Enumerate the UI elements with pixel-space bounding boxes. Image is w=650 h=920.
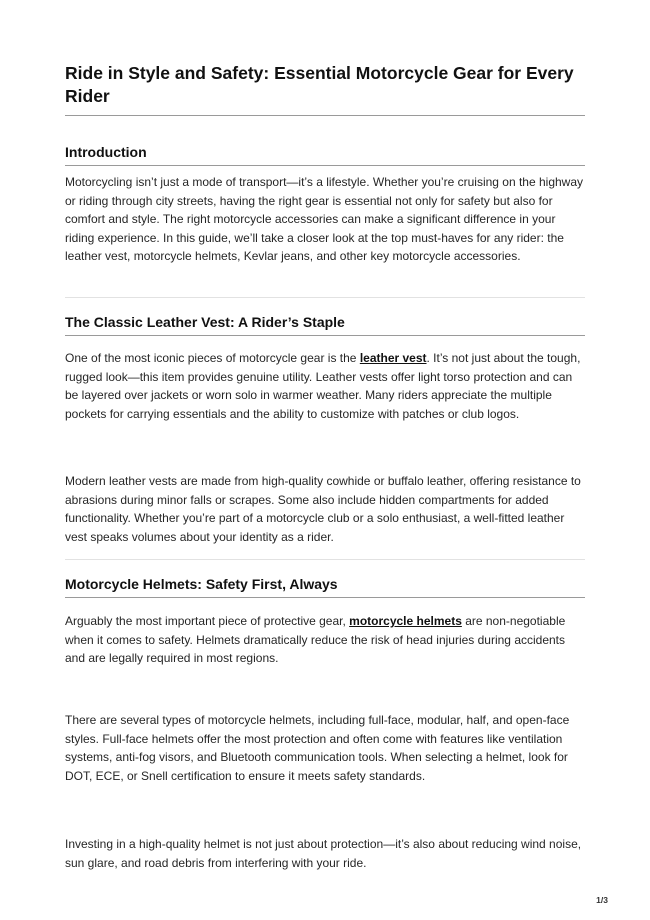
vest-text-after: . It’s not just about the tough, rugged look—this item provides genuine utility. Leather vests offer light torso protection and can be layered over jackets or worn solo in warmer weather. Many riders appreciate the multiple pockets for carrying essentials and the ability to customize with patches or club logos. <box>65 351 581 421</box>
helmets-paragraph-1 <box>65 612 585 668</box>
vest-paragraph-2: Modern leather vests are made from high-quality cowhide or buffalo leather, offering resistance to abrasions during minor falls or scrapes. Some also include hidden compartments for added functionality. Whether you’re part of a motorcycle club or a solo enthusiast, a well-fitted leather vest speaks volumes about your identity as a rider. <box>65 474 581 544</box>
vest-heading: The Classic Leather Vest: A Rider’s Staple <box>65 314 345 330</box>
title-divider <box>65 115 585 116</box>
section-divider <box>65 297 585 298</box>
helmets-paragraph-2: There are several types of motorcycle helmets, including full-face, modular, half, and open-face styles. Full-face helmets offer the most protection and often come with features like ventilation systems, anti-fog visors, and Bluetooth communication tools. When selecting a helmet, look for DOT, ECE, or Snell certification to ensure it meets safety standards. <box>65 713 570 783</box>
leather-vest-link[interactable]: leather vest <box>359 351 427 365</box>
vest-heading-divider <box>65 335 585 336</box>
helmets-paragraph-3: Investing in a high-quality helmet is not just about protection—it’s also about reducing wind noise, sun glare, and road debris from interfering with your ride. <box>65 837 582 870</box>
helmets-heading: Motorcycle Helmets: Safety First, Always <box>65 576 338 592</box>
page-number: 1/3 <box>596 895 608 905</box>
vest-text-before: One of the most iconic pieces of motorcycle gear is the <box>65 351 360 365</box>
motorcycle-helmets-link[interactable]: motorcycle helmets <box>349 614 462 628</box>
helmets-text-before: Arguably the most important piece of protective gear, <box>65 614 350 628</box>
intro-paragraph: Motorcycling isn’t just a mode of transport—it’s a lifestyle. Whether you’re cruising on the highway or riding through city streets, having the right gear is essential not only for safety but also for comfort and style. The right motorcycle accessories can make a significant difference in your riding experience. In this guide, we’ll take a closer look at the top must-haves for any rider: the leather vest, motorcycle helmets, Kevlar jeans, and other key motorcycle accessories. <box>65 175 584 264</box>
section-divider <box>65 559 585 560</box>
helmets-heading-divider <box>65 597 585 598</box>
vest-paragraph-1 <box>65 349 585 423</box>
page-title: Ride in Style and Safety: Essential Motorcycle Gear for Every Rider <box>65 63 574 106</box>
intro-heading-divider <box>65 165 585 166</box>
intro-heading: Introduction <box>65 144 147 160</box>
helmets-text-after: are non-negotiable when it comes to safety. Helmets dramatically reduce the risk of head injuries during accidents and are legally required in most regions. <box>65 614 566 666</box>
